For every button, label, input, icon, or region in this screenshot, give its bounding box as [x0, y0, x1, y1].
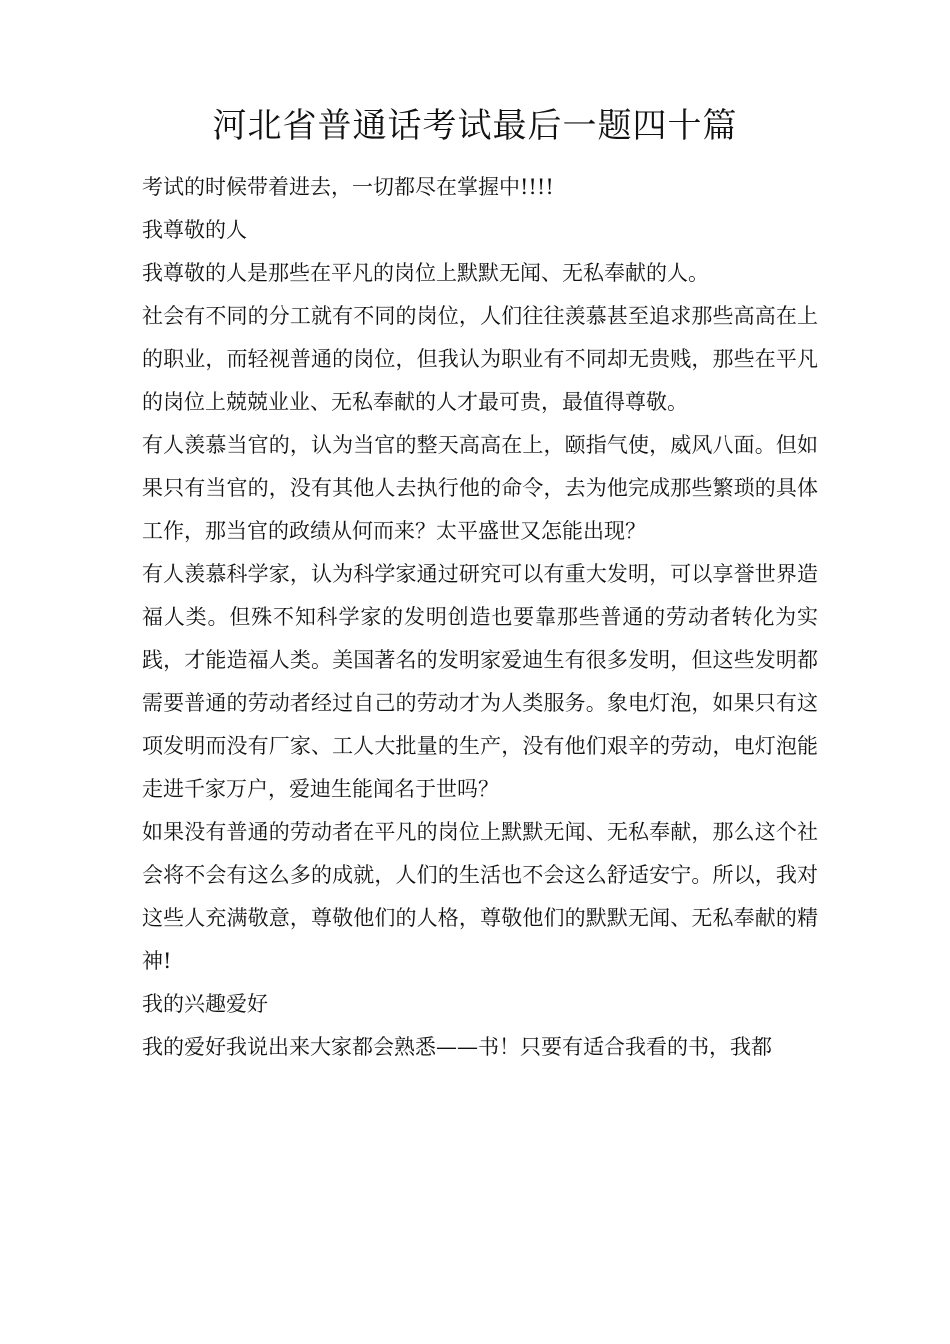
- document-title: 河北省普通话考试最后一题四十篇: [212, 106, 738, 146]
- body-paragraph: 我尊敬的人是那些在平凡的岗位上默默无闻、无私奉献的人。: [142, 261, 709, 285]
- body-paragraph: 我的爱好我说出来大家都会熟悉——书！只要有适合我看的书，我都: [142, 1035, 772, 1059]
- intro-paragraph: 考试的时候带着进去，一切都尽在掌握中!!!!: [142, 175, 554, 199]
- section-heading: 我尊敬的人: [142, 218, 247, 242]
- section-heading: 我的兴趣爱好: [142, 992, 268, 1016]
- body-paragraph: 如果没有普通的劳动者在平凡的岗位上默默无闻、无私奉献，那么这个社会将不会有这么多的成就，人们的生活也不会这么舒适安宁。所以，我对这些人充满敬意，尊敬他们的人格，尊敬他们的默默无闻、无私奉献的精神!: [142, 820, 818, 973]
- body-paragraph: 社会有不同的分工就有不同的岗位，人们往往羡慕甚至追求那些高高在上的职业，而轻视普通的岗位，但我认为职业有不同却无贵贱，那些在平凡的岗位上兢兢业业、无私奉献的人才最可贵，最值得尊敬。: [142, 304, 818, 414]
- body-paragraph: 有人羡慕科学家，认为科学家通过研究可以有重大发明，可以享誉世界造福人类。但殊不知科学家的发明创造也要靠那些普通的劳动者转化为实践，才能造福人类。美国著名的发明家爱迪生有很多发明，但这些发明都需要普通的劳动者经过自己的劳动才为人类服务。象电灯泡，如果只有这项发明而没有厂家、工人大批量的生产，没有他们艰辛的劳动，电灯泡能走进千家万户，爱迪生能闻名于世吗？: [142, 562, 818, 801]
- body-paragraph: 有人羡慕当官的，认为当官的整天高高在上，颐指气使，威风八面。但如果只有当官的，没有其他人去执行他的命令，去为他完成那些繁琐的具体工作，那当官的政绩从何而来？太平盛世又怎能出现？: [142, 433, 818, 543]
- document-body: [142, 166, 818, 1069]
